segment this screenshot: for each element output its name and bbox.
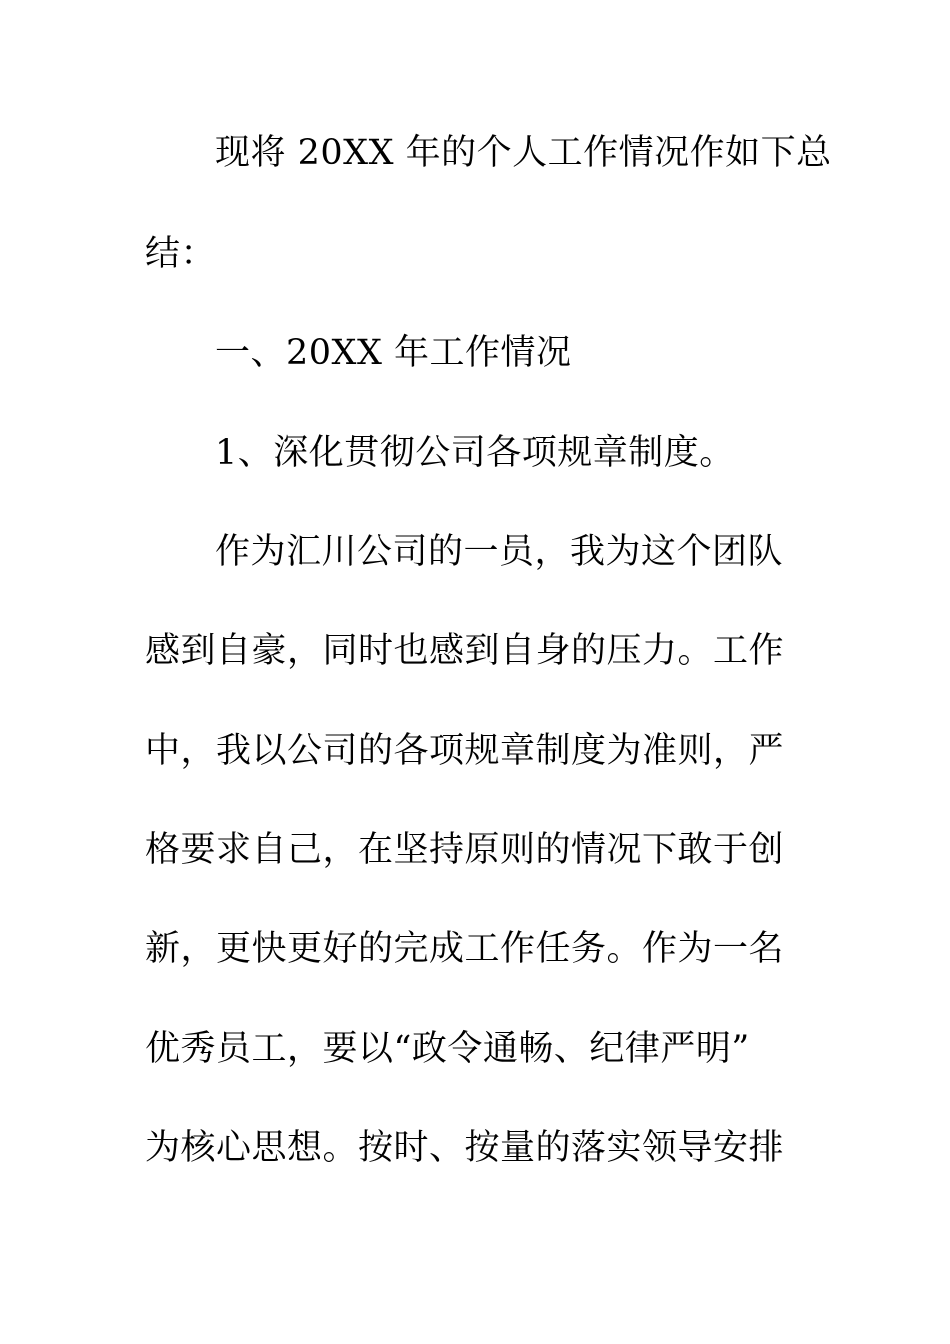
body-paragraph-line-3: 中，我以公司的各项规章制度为准则，严 <box>145 731 785 771</box>
body-paragraph-line-5: 新，更快更好的完成工作任务。作为一名 <box>145 929 785 969</box>
body-paragraph-line-4: 格要求自己，在坚持原则的情况下敢于创 <box>145 830 785 870</box>
section-heading: 一、20XX 年工作情况 <box>215 333 572 373</box>
paragraph-intro-line-2: 结： <box>145 234 217 274</box>
subsection-heading: 1、深化贯彻公司各项规章制度。 <box>215 433 735 473</box>
body-paragraph-line-7: 为核心思想。按时、按量的落实领导安排 <box>145 1128 785 1168</box>
body-paragraph-line-2: 感到自豪，同时也感到自身的压力。工作 <box>145 631 785 671</box>
body-paragraph-line-6: 优秀员工，要以“政令通畅、纪律严明” <box>145 1029 750 1069</box>
paragraph-intro-line-1: 现将 20XX 年的个人工作情况作如下总 <box>215 133 832 173</box>
body-paragraph-line-1: 作为汇川公司的一员，我为这个团队 <box>215 532 784 572</box>
